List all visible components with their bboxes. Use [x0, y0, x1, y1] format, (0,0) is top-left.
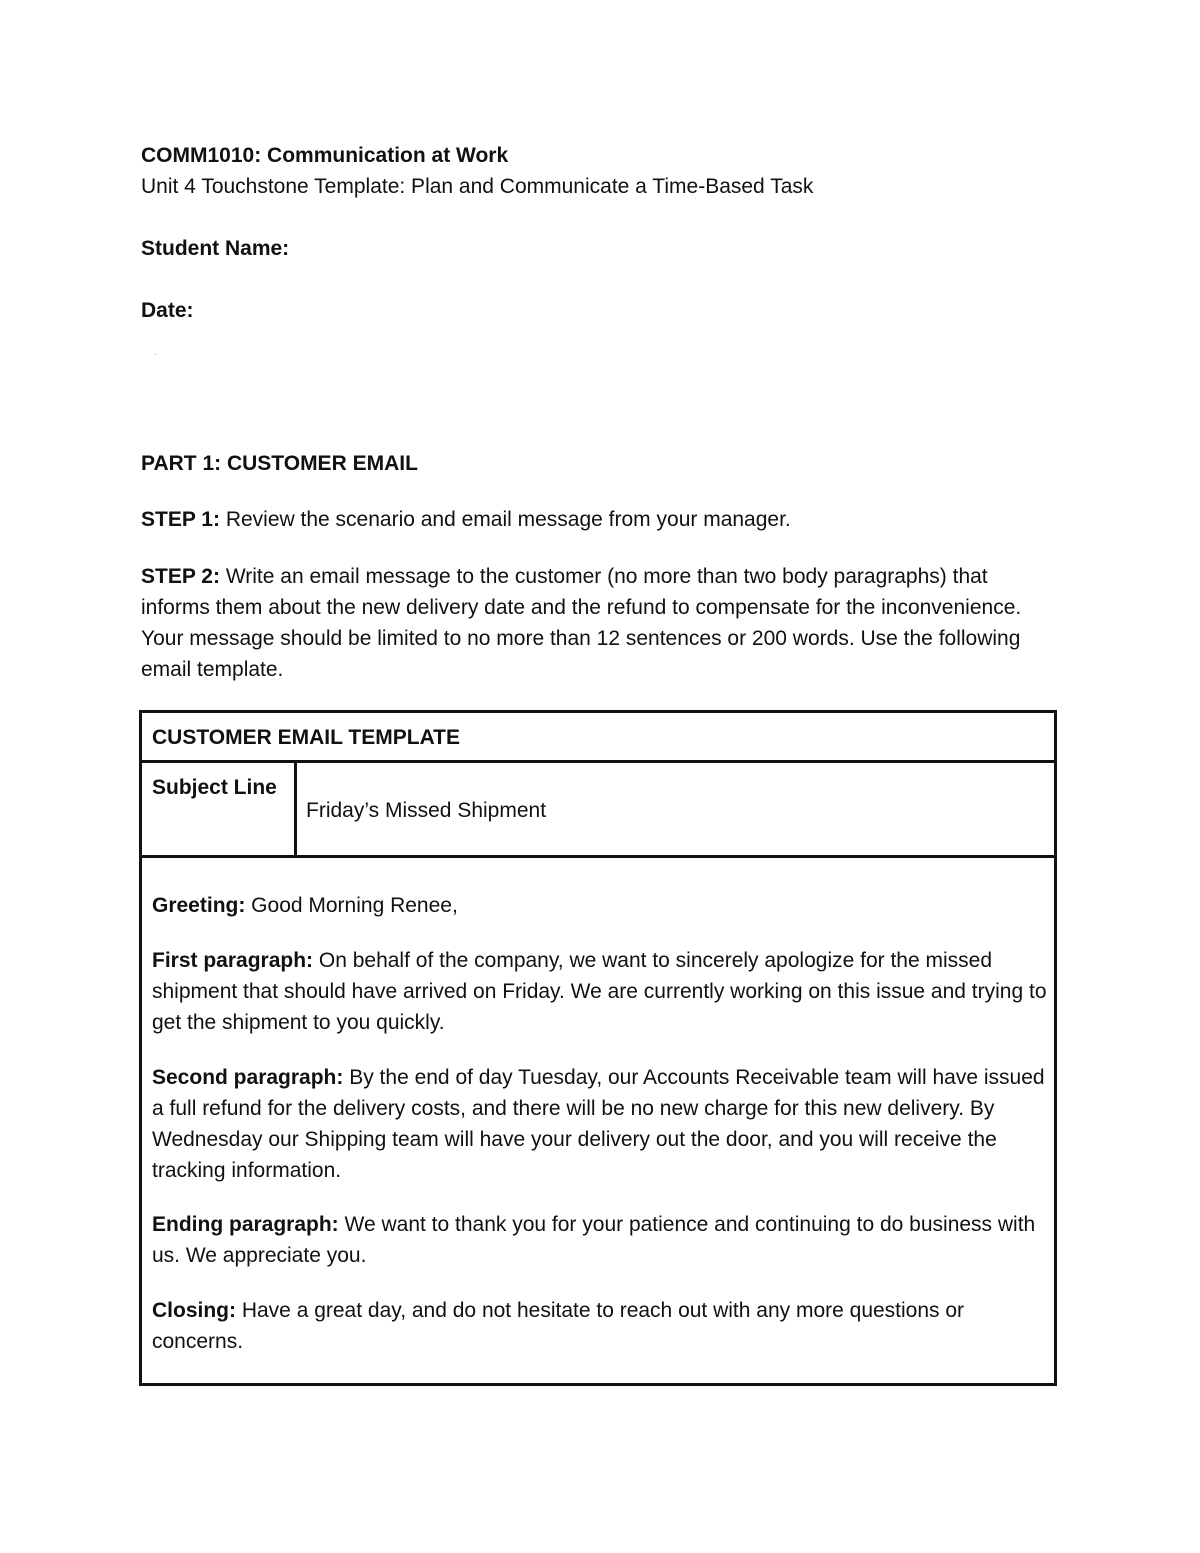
email-body-cell	[152, 858, 1047, 1383]
step2-label: STEP 2:	[141, 565, 220, 588]
greeting-label: Greeting:	[152, 894, 246, 917]
course-title: COMM1010: Communication at Work	[141, 144, 509, 167]
ending-paragraph-text: We want to thank you for your patience and continuing to do business with us. We appreciate you.	[152, 1213, 1036, 1267]
step1-label: STEP 1:	[141, 508, 220, 531]
part1-heading: PART 1: CUSTOMER EMAIL	[141, 452, 418, 475]
ending-paragraph	[152, 1209, 1047, 1271]
step2-paragraph	[141, 561, 1056, 685]
step1-paragraph	[141, 504, 1056, 535]
first-paragraph	[152, 945, 1047, 1038]
stray-dot: .	[154, 347, 157, 358]
customer-email-template-table	[139, 710, 1057, 1386]
greeting-text: Good Morning Renee,	[245, 894, 458, 917]
subject-line-row	[142, 763, 1054, 858]
closing-paragraph	[152, 1295, 1047, 1357]
second-paragraph	[152, 1062, 1047, 1186]
date-label: Date:	[141, 299, 194, 322]
first-paragraph-label: First paragraph:	[152, 949, 314, 972]
closing-label: Closing:	[152, 1299, 236, 1322]
closing-text: Have a great day, and do not hesitate to reach out with any more questions or concerns.	[152, 1299, 965, 1353]
subject-line-label: Subject Line	[142, 763, 297, 855]
step2-text: Write an email message to the customer (no more than two body paragraphs) that informs them about the new delivery date and the refund to compensate for the inconvenience. Your message should be limited to no more than 12 sentences or 200 words. Use the following email template.	[141, 565, 1022, 681]
first-paragraph-text: On behalf of the company, we want to sincerely apologize for the missed shipment that should have arrived on Friday. We are currently working on this issue and trying to get the shipment to you quickly.	[152, 949, 1047, 1034]
ending-paragraph-label: Ending paragraph:	[152, 1213, 339, 1236]
greeting-paragraph	[152, 890, 1047, 921]
step1-text: Review the scenario and email message from your manager.	[219, 508, 791, 531]
second-paragraph-label: Second paragraph:	[152, 1066, 344, 1089]
template-heading: CUSTOMER EMAIL TEMPLATE	[142, 713, 1054, 763]
student-name-label: Student Name:	[141, 237, 290, 260]
subject-line-value: Friday’s Missed Shipment	[306, 799, 547, 822]
document-subtitle: Unit 4 Touchstone Template: Plan and Communicate a Time-Based Task	[141, 175, 814, 198]
second-paragraph-text: By the end of day Tuesday, our Accounts Receivable team will have issued a full refund for the delivery costs, and there will be no new charge for this new delivery. By Wednesday our Shipping team will have your delivery out the door, and you will receive the tracking information.	[152, 1066, 1045, 1182]
